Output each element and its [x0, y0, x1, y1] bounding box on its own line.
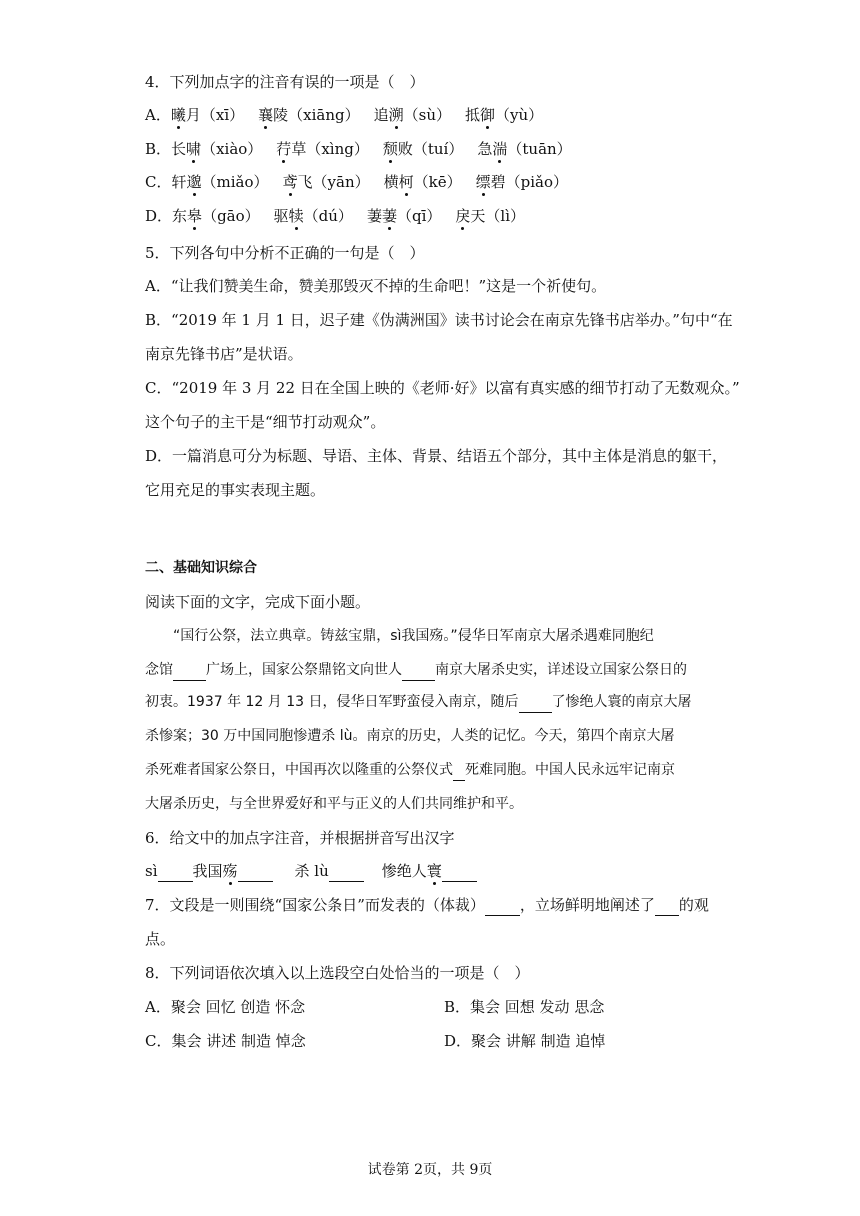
- term-text: 急: [477, 140, 493, 158]
- option-term: [374, 106, 451, 124]
- passage-line-1: “国行公祭，法立典章。铸兹宝鼎，sì我国殇。”侵华日军南京大屠杀遇难同胞纪: [173, 628, 654, 644]
- fill-blank-4[interactable]: [453, 760, 465, 781]
- q6-stem: 6．给文中的加点字注音，并根据拼音写出汉字: [145, 829, 455, 847]
- passage-text: 杀死难者国家公祭日，中国再次以隆重的公祭仪式: [145, 762, 453, 778]
- section-heading: 二、基础知识综合: [145, 560, 257, 576]
- emphasis-dot-char: 皋: [187, 207, 203, 225]
- q6-item-huan: 惨绝人: [381, 862, 427, 880]
- passage-line-2: [145, 660, 715, 681]
- q5-option-b-line1: B．“2019 年 1 月 1 日，迟子建《伪满洲国》读书讨论会在南京先锋书店举办。”句中“在: [145, 311, 733, 329]
- q8-option-b: B．集会 回想 发动 思念: [444, 998, 605, 1016]
- emphasis-dot-char: 寰: [426, 862, 442, 880]
- emphasis-dot-char: 溯: [388, 106, 404, 124]
- term-text: 败（tuí）: [397, 140, 464, 158]
- term-text: （dú）: [303, 207, 353, 225]
- q8-option-c: C．集会 讲述 制造 悼念: [145, 1032, 306, 1050]
- emphasis-dot-char: 曦: [170, 106, 186, 124]
- option-term: [465, 106, 543, 124]
- term-text: 东: [172, 207, 188, 225]
- answer-blank-genre[interactable]: [485, 895, 520, 916]
- emphasis-dot-char: 颓: [382, 140, 398, 158]
- emphasis-dot-char: 荇: [276, 140, 292, 158]
- option-term: [455, 207, 525, 225]
- q6-item-si: sì: [145, 862, 158, 880]
- fill-blank-1[interactable]: [173, 660, 206, 681]
- q5-option-c-line2: 这个句子的主干是“细节打动观众”。: [145, 413, 386, 431]
- term-text: （miǎo）: [201, 173, 269, 191]
- answer-blank-si[interactable]: [158, 861, 193, 882]
- passage-text: 南京大屠杀史实，详述设立国家公祭日的: [435, 662, 687, 678]
- term-text: 飞（yān）: [297, 173, 370, 191]
- answer-blank-shang[interactable]: [238, 861, 273, 882]
- passage-line-4: 杀惨案；30 万中国同胞惨遭杀 lù。南京的历史，人类的记忆。今天，第四个南京大屠: [145, 728, 675, 744]
- option-term: [171, 106, 244, 124]
- passage-line-5: [145, 760, 715, 781]
- option-term: [477, 140, 571, 158]
- term-text: 抵: [465, 106, 481, 124]
- passage-text: 死难同胞。中国人民永远牢记南京: [465, 762, 675, 778]
- term-text: 陵（xiāng）: [273, 106, 360, 124]
- option-term: [367, 207, 441, 225]
- passage-line-6: 大屠杀历史，与全世界爱好和平与正义的人们共同维护和平。: [145, 796, 523, 812]
- section-intro: 阅读下面的文字，完成下面小题。: [145, 593, 371, 611]
- q8-option-a: A．聚会 回忆 创造 怀念: [145, 998, 306, 1016]
- passage-text: 念馆: [145, 662, 173, 678]
- term-text: （qī）: [396, 207, 442, 225]
- term-text: （yù）: [495, 106, 544, 124]
- term-text: 草（xìng）: [291, 140, 369, 158]
- q8-option-d: D．聚会 讲解 制造 追悼: [444, 1032, 606, 1050]
- term-text: （sù）: [403, 106, 451, 124]
- answer-blank-huan[interactable]: [442, 861, 477, 882]
- option-term: [171, 173, 268, 191]
- q5-stem: 5．下列各句中分析不正确的一句是（ ）: [145, 244, 425, 262]
- q4-stem: 4．下列加点字的注音有误的一项是（ ）: [145, 73, 425, 91]
- q5-option-c-line1: C．“2019 年 3 月 22 日在全国上映的《老师·好》以富有真实感的细节打动了无数观众。”: [145, 379, 740, 397]
- term-text: 长: [171, 140, 187, 158]
- answer-blank-lu[interactable]: [329, 861, 364, 882]
- option-term: [258, 106, 359, 124]
- term-text: （tuān）: [507, 140, 572, 158]
- option-term: [383, 140, 464, 158]
- q7-text: ，立场鲜明地阐述了: [519, 896, 655, 914]
- q5-option-d-line1: D．一篇消息可分为标题、导语、主体、背景、结语五个部分，其中主体是消息的躯干，: [145, 447, 728, 465]
- term-text: （gāo）: [202, 207, 260, 225]
- fill-blank-3[interactable]: [519, 692, 552, 713]
- term-text: 月（xī）: [185, 106, 245, 124]
- passage-text: 了惨绝人寰的南京大屠: [551, 694, 692, 710]
- term-text: 追: [373, 106, 389, 124]
- emphasis-dot-char: 御: [480, 106, 496, 124]
- option-term: [476, 173, 568, 191]
- q6-item-shang: 我国: [192, 862, 223, 880]
- page-footer: 试卷第 2页，共 9页: [367, 1162, 493, 1178]
- q6-answers: [145, 861, 477, 882]
- term-text: （xiào）: [201, 140, 263, 158]
- emphasis-dot-char: 啸: [186, 140, 202, 158]
- term-text: 驱: [273, 207, 289, 225]
- term-text: 萋: [366, 207, 382, 225]
- emphasis-dot-char: 邈: [186, 173, 202, 191]
- option-term: [274, 207, 353, 225]
- passage-text: 初衷。1937 年 12 月 13 日，侵华日军野蛮侵入南京，随后: [145, 694, 519, 710]
- q5-option-b-line2: 南京先锋书店”是状语。: [145, 345, 303, 363]
- q6-item-lu: 杀 lù: [294, 862, 329, 880]
- q4-option-c: [145, 172, 568, 192]
- option-term: [276, 140, 369, 158]
- emphasis-dot-char: 襄: [258, 106, 274, 124]
- q4-option-d: [145, 206, 525, 226]
- option-letter: B．: [145, 140, 172, 158]
- q4-option-a: [145, 105, 543, 125]
- q7-line-2: 点。: [145, 930, 176, 948]
- term-text: 轩: [171, 173, 187, 191]
- q7-text: 的观: [678, 896, 709, 914]
- option-term: [384, 173, 462, 191]
- emphasis-dot-char: 殇: [222, 862, 238, 880]
- option-term: [172, 207, 260, 225]
- term-text: 横: [383, 173, 399, 191]
- emphasis-dot-char: 鸢: [282, 173, 298, 191]
- q5-option-a: A．“让我们赞美生命，赞美那毁灭不掉的生命吧！”这是一个祈使句。: [145, 277, 607, 295]
- emphasis-dot-char: 缥: [475, 173, 491, 191]
- emphasis-dot-char: 湍: [492, 140, 508, 158]
- term-text: 碧（piǎo）: [490, 173, 568, 191]
- q5-option-d-line2: 它用充足的事实表现主题。: [145, 481, 326, 499]
- passage-text: 广场上，国家公祭鼎铭文向世人: [206, 662, 402, 678]
- passage-line-3: [145, 692, 715, 713]
- option-letter: C．: [145, 173, 172, 191]
- option-letter: A．: [145, 106, 171, 124]
- emphasis-dot-char: 戾: [455, 207, 471, 225]
- q4-option-b: [145, 139, 572, 159]
- q7-text: 7．文段是一则围绕“国家公条日”而发表的（体裁）: [145, 896, 485, 914]
- term-text: （kē）: [413, 173, 462, 191]
- option-term: [283, 173, 370, 191]
- emphasis-dot-char: 柯: [398, 173, 414, 191]
- q8-stem: 8．下列词语依次填入以上选段空白处恰当的一项是（ ）: [145, 964, 530, 982]
- option-letter: D．: [145, 207, 173, 225]
- q7-line-1: [145, 895, 709, 916]
- fill-blank-2[interactable]: [402, 660, 435, 681]
- option-term: [171, 140, 262, 158]
- emphasis-dot-char: 萋: [381, 207, 397, 225]
- term-text: 天（lì）: [470, 207, 525, 225]
- emphasis-dot-char: 犊: [288, 207, 304, 225]
- answer-blank-viewpoint[interactable]: [655, 895, 679, 916]
